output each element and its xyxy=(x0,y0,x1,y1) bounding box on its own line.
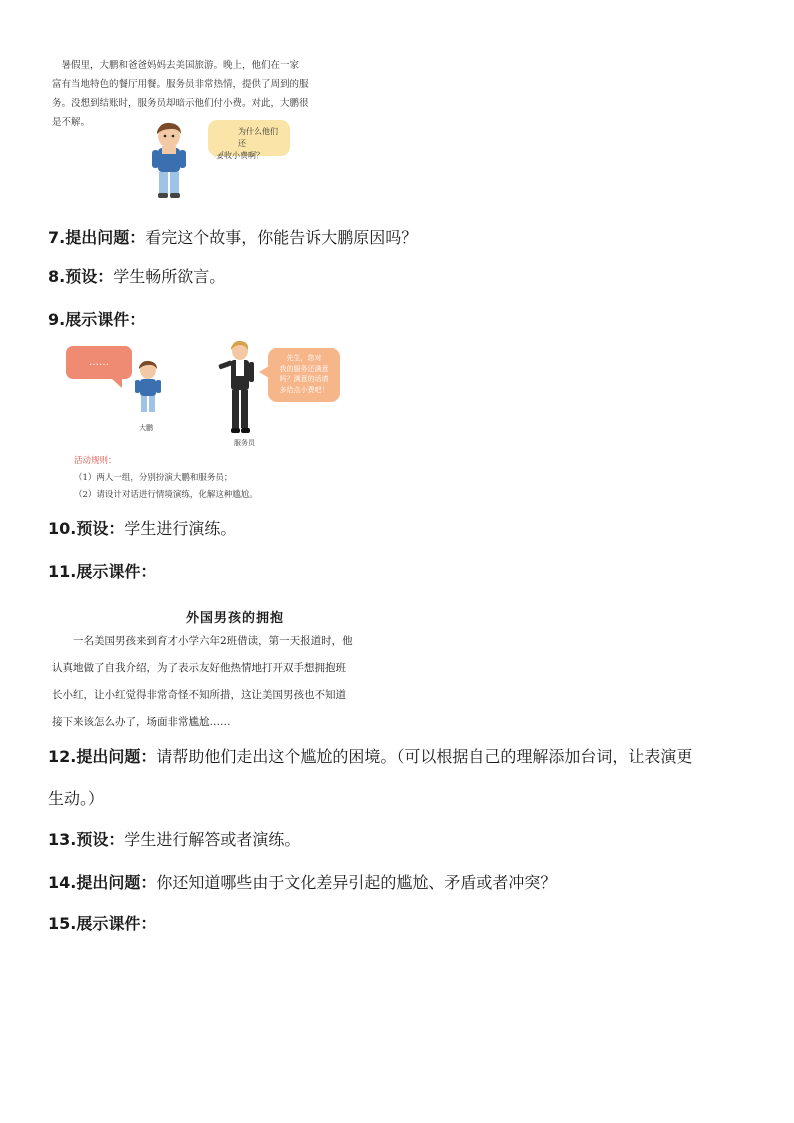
waiter-illustration xyxy=(216,340,256,436)
item-text: 你还知道哪些由于文化差异引起的尴尬、矛盾或者冲突？ xyxy=(156,873,557,892)
boy-illustration xyxy=(148,122,190,200)
story-line: 暑假里，大鹏和爸爸妈妈去美国旅游。晚上，他们在一家 xyxy=(61,60,300,71)
label-boy: 大鹏 xyxy=(139,424,153,432)
story-text xyxy=(52,56,342,132)
item-15 xyxy=(48,914,156,934)
label-waiter: 服务员 xyxy=(234,439,255,447)
item-10 xyxy=(48,519,236,539)
item-number: 13.预设： xyxy=(48,830,125,849)
story-line: 富有当地特色的餐厅用餐。服务员非常热情，提供了周到的服 xyxy=(52,79,309,90)
passage-line: 长小红，让小红觉得非常奇怪不知所措，这让美国男孩也不知道 xyxy=(52,689,346,701)
activity-rules xyxy=(74,453,258,504)
passage-line: 认真地做了自我介绍，为了表示友好他热情地打开双手想拥抱班 xyxy=(52,662,346,674)
item-text: 学生畅所欲言。 xyxy=(113,267,226,286)
speech-bubble-question xyxy=(208,120,290,160)
item-number: 15.展示课件： xyxy=(48,914,157,933)
passage-line: 一名美国男孩来到育才小学六年2班借读，第一天报道时，他 xyxy=(73,635,353,647)
item-number: 7.提出问题： xyxy=(48,228,146,247)
rules-title: 活动规则： xyxy=(74,456,117,466)
story-line: 是不解。 xyxy=(52,117,91,128)
item-text: 学生进行演练。 xyxy=(124,519,237,538)
item-number: 14.提出问题： xyxy=(48,873,157,892)
item-text: 请帮助他们走出这个尴尬的困境。（可以根据自己的理解添加台词，让表演更 xyxy=(156,747,693,766)
passage-body xyxy=(52,628,430,736)
item-12 xyxy=(48,747,692,767)
bubble-line: 多给点小费吧！ xyxy=(279,385,329,394)
item-8 xyxy=(48,267,225,287)
speech-bubble-waiter xyxy=(268,348,340,402)
item-13 xyxy=(48,830,300,850)
boy-small-illustration xyxy=(133,360,163,416)
item-number: 10.预设： xyxy=(48,519,125,538)
item-text: 学生进行解答或者演练。 xyxy=(124,830,301,849)
item-9 xyxy=(48,310,145,330)
speech-bubble-ellipsis: …… xyxy=(66,346,132,379)
item-number: 11.展示课件： xyxy=(48,562,157,581)
item-number: 8.预设： xyxy=(48,267,114,286)
rule-2: （2）请设计对话进行情境演练，化解这种尴尬。 xyxy=(74,490,258,500)
item-number: 12.提出问题： xyxy=(48,747,157,766)
item-7 xyxy=(48,228,417,248)
bubble-line: 先生，您对 xyxy=(286,354,322,362)
bubble-line: 吗？满意的话请 xyxy=(279,375,329,383)
story-line: 务。没想到结账时，服务员却暗示他们付小费。对此，大鹏很 xyxy=(52,98,309,109)
bubble-line: 为什么他们还 xyxy=(238,127,278,148)
bubble-line: 我的服务还满意 xyxy=(279,364,329,373)
item-14 xyxy=(48,873,556,893)
rule-1: （1）两人一组，分别扮演大鹏和服务员； xyxy=(74,473,233,483)
item-number: 9.展示课件： xyxy=(48,310,146,329)
passage-line: 接下来该怎么办了，场面非常尴尬…… xyxy=(52,716,231,728)
passage-title: 外国男孩的拥抱 xyxy=(186,611,285,626)
bubble-line: 要收小费啊？ xyxy=(216,151,264,160)
item-11 xyxy=(48,562,156,582)
item-12-continued: 生动。） xyxy=(48,789,105,808)
item-text: 看完这个故事，你能告诉大鹏原因吗？ xyxy=(145,228,418,247)
